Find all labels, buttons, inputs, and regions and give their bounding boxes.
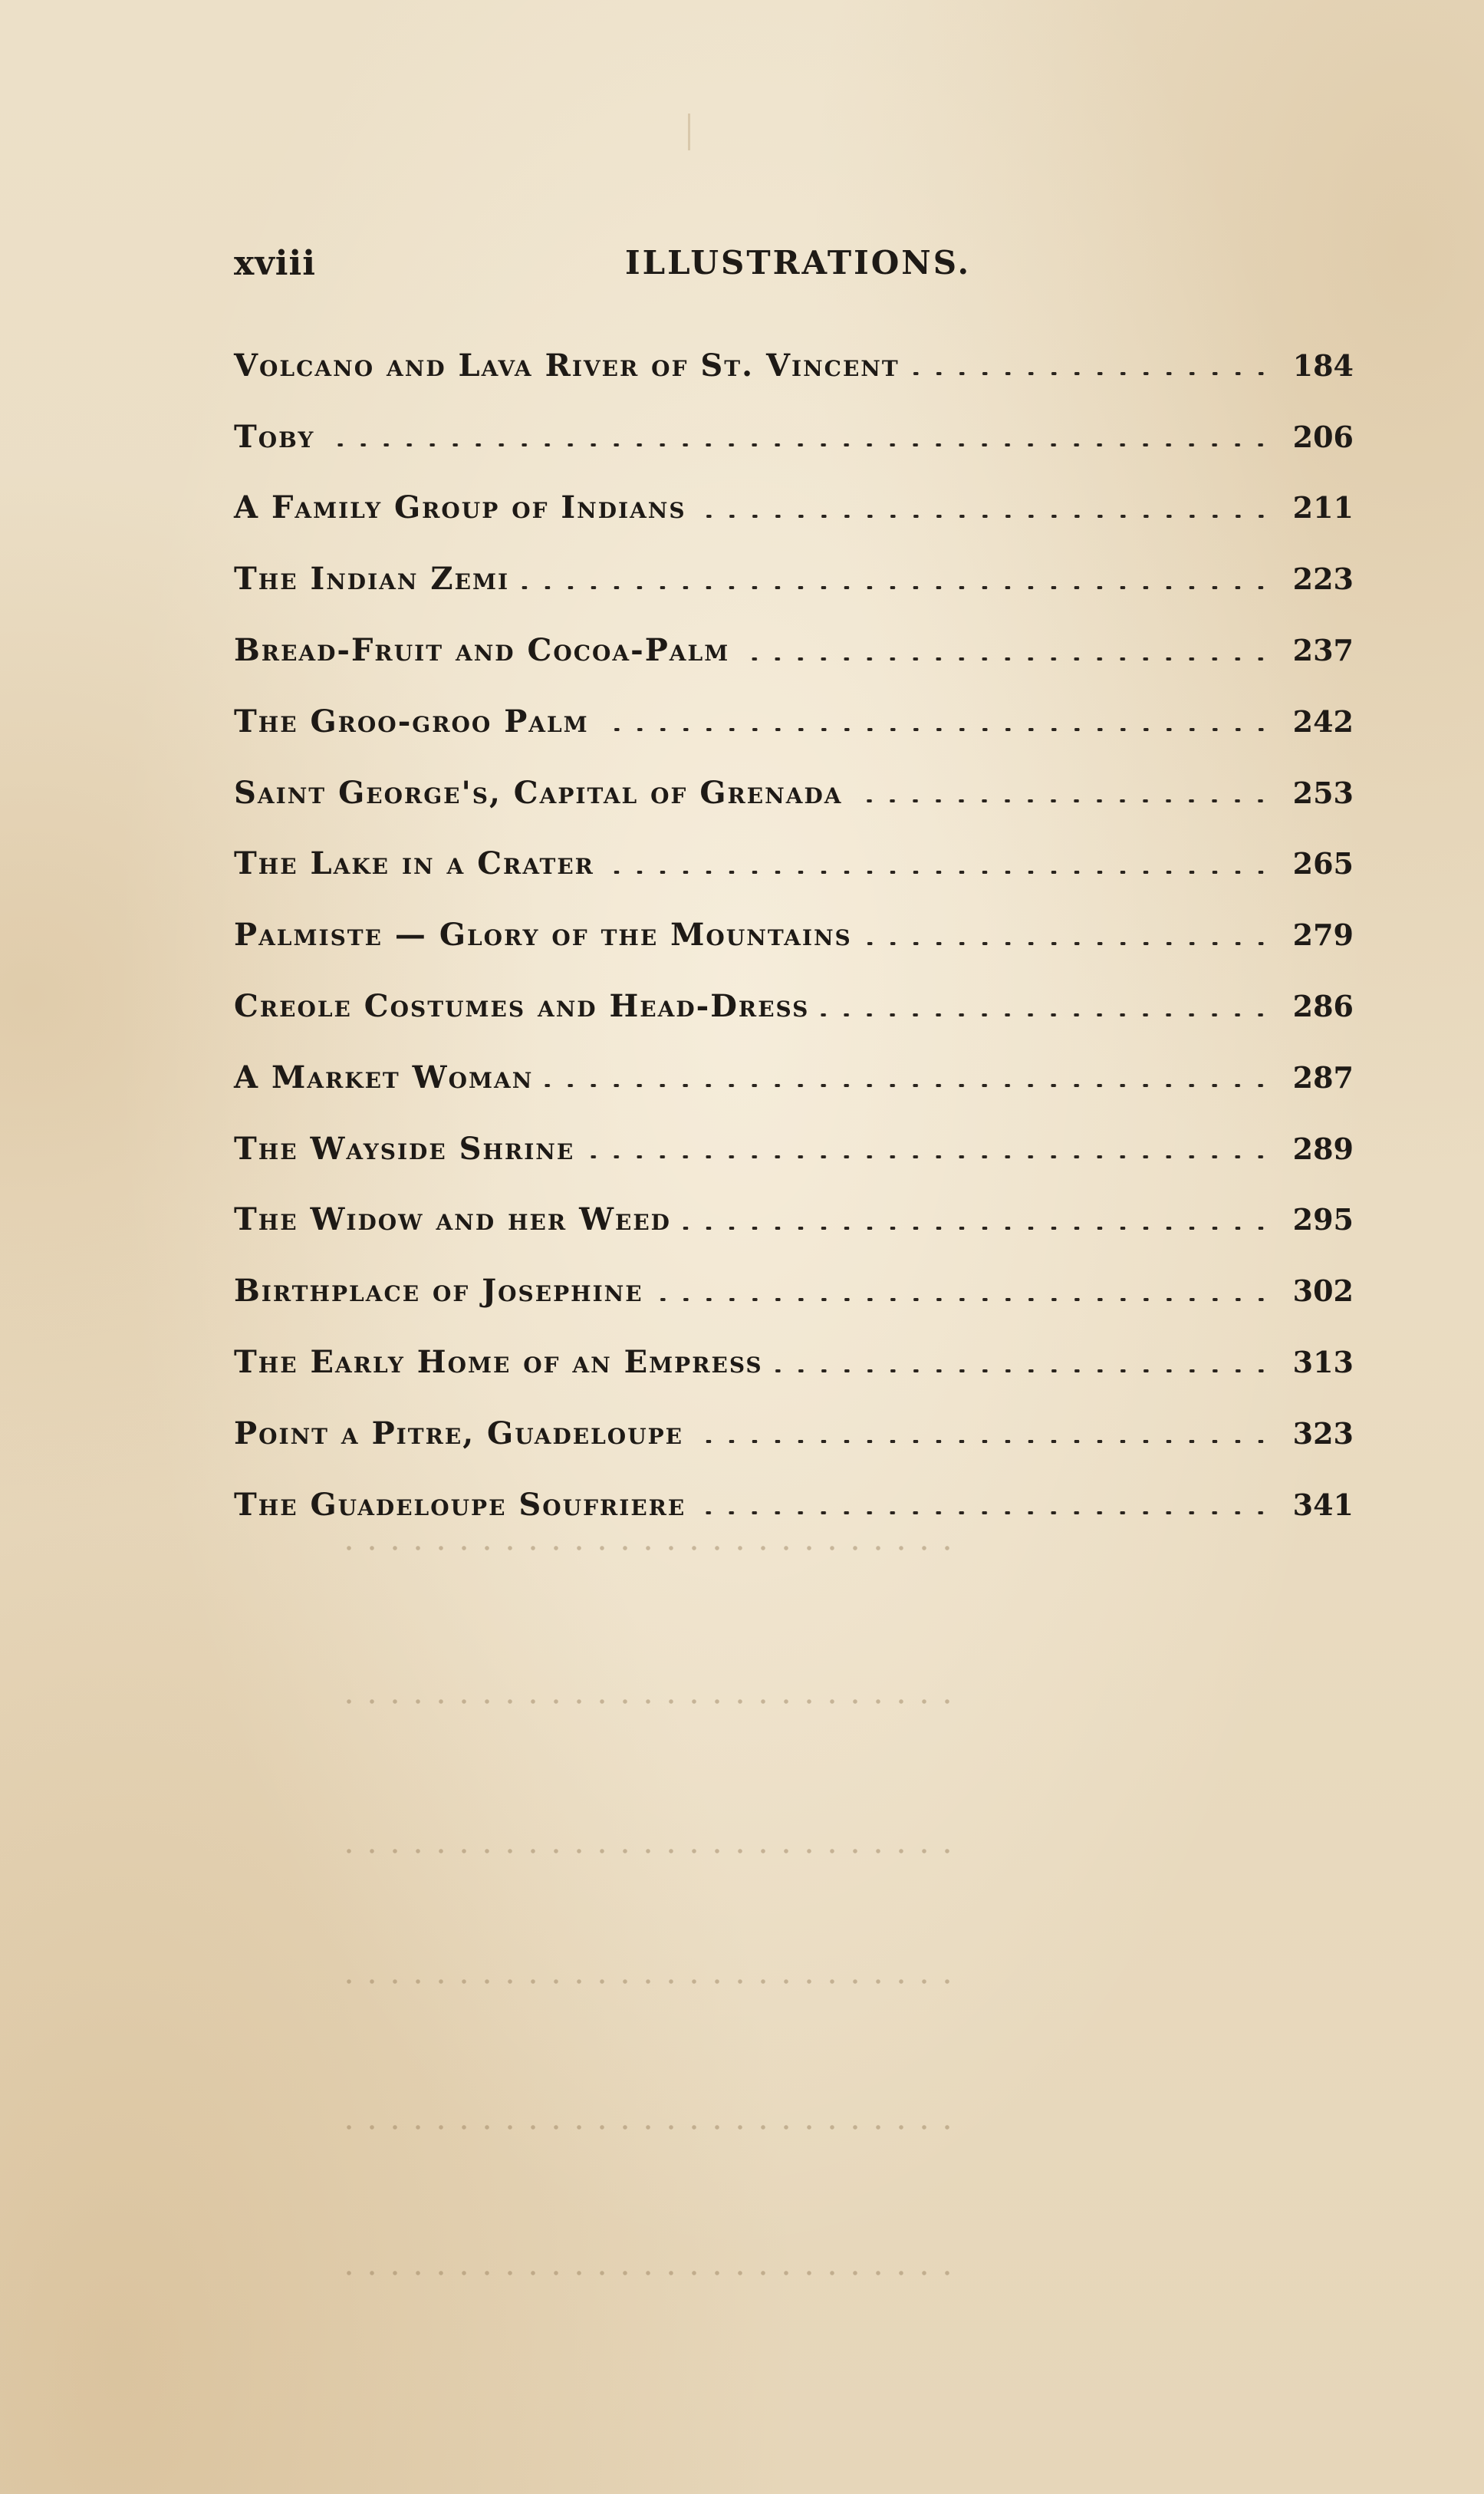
entry-title: Toby [234,418,315,455]
dot-leader [544,1084,1272,1087]
entry-title: Point a Pitre, Guadeloupe [234,1415,684,1451]
entry-title: Saint George's, Capital of Grenada [234,774,843,811]
show-through-dots [337,1546,966,1550]
entry-page: 237 [1292,633,1354,668]
entry-page: 341 [1292,1487,1354,1522]
entry-title: A Family Group of Indians [234,489,686,526]
entry-page: 323 [1292,1415,1354,1451]
list-item [234,1255,1354,1326]
entry-page: 286 [1292,989,1354,1024]
entry-title: Bread-Fruit and Cocoa-Palm [234,632,730,669]
list-item [234,1042,1354,1113]
list-item [234,1326,1354,1398]
entry-title: Volcano and Lava River of St. Vincent [234,347,900,384]
show-through-dots [337,1699,966,1704]
entry-title: Creole Costumes and Head-Dress [234,988,810,1025]
page-header [234,244,1354,298]
entry-title: The Guadeloupe Soufriere [234,1486,686,1523]
page-number: xviii [234,244,316,283]
dot-leader [600,728,1272,731]
entry-page: 242 [1292,703,1354,739]
show-through-dots [337,2125,966,2130]
dot-leader [910,372,1272,375]
entry-page: 206 [1292,419,1354,454]
dot-leader [682,1227,1272,1230]
entry-title: The Early Home of an Empress [234,1344,763,1381]
list-item [234,401,1354,473]
entry-page: 295 [1292,1202,1354,1237]
entry-title: The Wayside Shrine [234,1130,575,1167]
dot-leader [585,1155,1272,1158]
list-item [234,543,1354,614]
dot-leader [654,1298,1272,1301]
dot-leader [694,1440,1272,1443]
dot-leader [853,799,1272,802]
entry-page: 184 [1292,348,1354,383]
entry-page: 211 [1292,490,1354,525]
entry-title: The Indian Zemi [234,561,510,598]
entry-title: Birthplace of Josephine [234,1273,643,1310]
show-through-dots [337,1979,966,1984]
entry-title: Palmiste — Glory of the Mountains [234,917,852,954]
paper-mark [688,114,690,150]
list-item [234,1184,1354,1256]
dot-leader [774,1369,1272,1372]
entry-page: 302 [1292,1273,1354,1309]
list-item [234,829,1354,900]
dot-leader [520,586,1272,589]
entry-title: A Market Woman [234,1059,534,1095]
list-item [234,473,1354,544]
show-through-dots [337,2271,966,2275]
list-item [234,1113,1354,1184]
dot-leader [740,657,1272,661]
list-item [234,757,1354,829]
entry-page: 287 [1292,1059,1354,1095]
list-item [234,686,1354,757]
entry-page: 279 [1292,918,1354,953]
show-through-dots [337,1849,966,1853]
illustrations-list [234,330,1354,1540]
dot-leader [697,515,1272,518]
entry-page: 223 [1292,562,1354,597]
dot-leader [820,1013,1272,1016]
list-item [234,330,1354,401]
entry-title: The Lake in a Crater [234,845,594,882]
running-head: ILLUSTRATIONS. [625,244,972,282]
entry-page: 313 [1292,1345,1354,1380]
dot-leader [605,871,1272,874]
entry-page: 265 [1292,846,1354,881]
entry-page: 253 [1292,775,1354,810]
list-item [234,899,1354,970]
list-item [234,1398,1354,1469]
entry-page: 289 [1292,1131,1354,1166]
entry-title: The Widow and her Weed [234,1201,671,1238]
list-item [234,970,1354,1042]
entry-title: The Groo-groo Palm [234,703,589,740]
list-item [234,614,1354,686]
dot-leader [325,443,1272,446]
list-item [234,1469,1354,1540]
dot-leader [863,942,1272,945]
dot-leader [696,1511,1272,1514]
